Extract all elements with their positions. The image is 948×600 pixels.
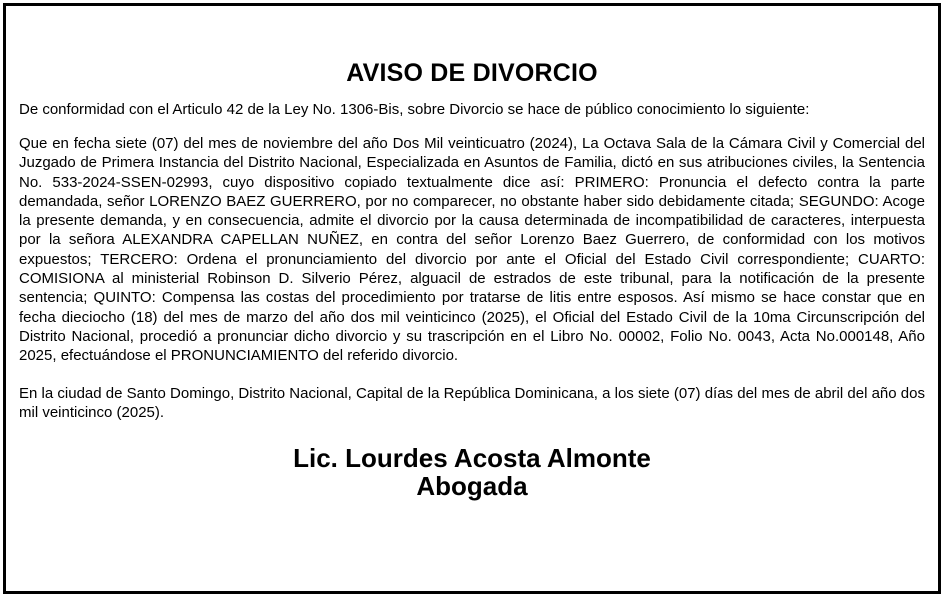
intro-paragraph: De conformidad con el Articulo 42 de la Ley No. 1306-Bis, sobre Divorcio se hace de público conocimiento lo siguiente:	[19, 101, 810, 118]
divorce-notice	[3, 3, 941, 594]
signature-name: Lic. Lourdes Acosta Almonte	[293, 443, 651, 474]
notice-title: AVISO DE DIVORCIO	[346, 59, 598, 87]
body-paragraph: Que en fecha siete (07) del mes de noviembre del año Dos Mil veinticuatro (2024), La Octava Sala de la Cámara Civil y Comercial del Juzgado de Primera Instancia del Distrito Nacional, Especializada en Asuntos de Familia, dictó en sus atribuciones civiles, la Sentencia No. 533-2024-SSEN-02993, cuyo dispositivo copiado textualmente dice así: PRIMERO: Pronuncia el defecto contra la parte demandada, señor LORENZO BAEZ GUERRERO, por no comparecer, no obstante haber sido debidamente citada; SEGUNDO: Acoge la presente demanda, y en consecuencia, admite el divorcio por la causa determinada de incompatibilidad de caracteres, interpuesta por la señora ALEXANDRA CAPELLAN NUÑEZ, en contra del señor Lorenzo Baez Guerrero, de conformidad con los motivos expuestos; TERCERO: Ordena el pronunciamiento del divorcio por ante el Oficial del Estado Civil correspondiente; CUARTO: COMISIONA al ministerial Robinson D. Silverio Pérez, alguacil de estrados de este tribunal, para la notificación de la presente sentencia; QUINTO: Compensa las costas del procedimiento por tratarse de litis entre esposos. Así mismo se hace constar que en fecha dieciocho (18) del mes de marzo del año dos mil veinticinco (2025), el Oficial del Estado Civil de la 10ma Circunscripción del Distrito Nacional, procedió a pronunciar dicho divorcio y su trascripción en el Libro No. 00002, Folio No. 0043, Acta No.000148, Año 2025, efectuándose el PRONUNCIAMIENTO del referido divorcio.	[19, 135, 925, 365]
closing-paragraph: En la ciudad de Santo Domingo, Distrito Nacional, Capital de la República Dominicana, a los siete (07) días del mes de abril del año dos mil veinticinco (2025).	[19, 384, 925, 421]
signature-title: Abogada	[416, 471, 528, 502]
